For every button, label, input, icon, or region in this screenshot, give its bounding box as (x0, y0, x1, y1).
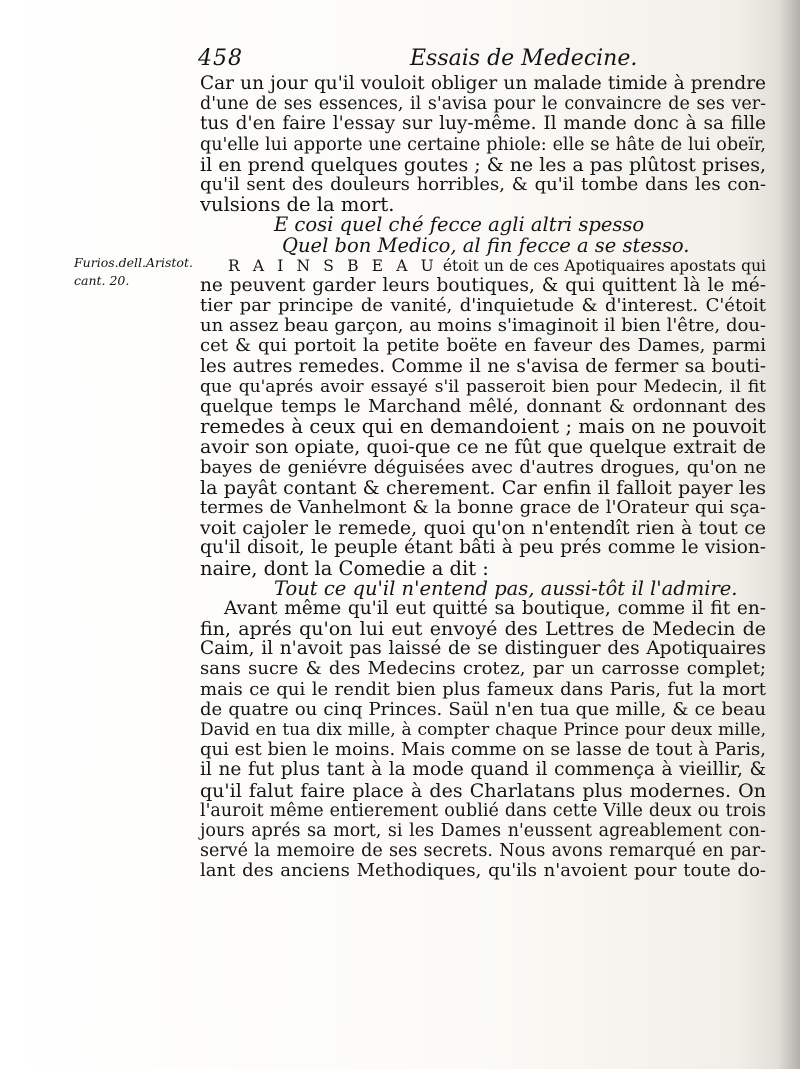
text-line: que qu'aprés avoir essayé s'il passeroit bien pour Medecin, il fit (200, 376, 766, 397)
text-line: d'une de ses essences, il s'avisa pour le convaincre de ses ver- (200, 94, 766, 115)
text-line: qu'elle lui apporte une certaine phiole: elle se hâte de lui obeïr, (200, 134, 766, 155)
text-line: il en prend quelques goutes ; & ne les a pas plûtost prises, (200, 153, 767, 176)
page-number: 458 (198, 46, 243, 71)
text-line: vulsions de la mort. (200, 193, 395, 217)
text-line: sans sucre & des Medecins crotez, par un carrosse complet; (200, 658, 766, 680)
running-title: Essais de Medecine. (410, 46, 638, 71)
text-line: ne peuvent garder leurs boutiques, & qui quittent là le mé- (200, 274, 766, 296)
text-line: remedes à ceux qui en demandoient ; mais on ne pouvoit (200, 415, 766, 439)
verse-line: Tout ce qu'il n'entend pas, aussi-tôt il l'admire. (274, 576, 738, 600)
text-line: servé la memoire de ses secrets. Nous avons remarqué en par- (200, 841, 766, 862)
text-line: tus d'en faire l'essay sur luy-même. Il mande donc à sa fille (200, 113, 766, 135)
body-text (200, 74, 766, 882)
text-line: naire, dont la Comedie a dit : (200, 556, 489, 580)
margin-note-line: cant. 20. (74, 273, 130, 288)
text-line (200, 256, 766, 276)
text-line: les autres remedes. Comme il ne s'avisa de fermer sa bouti- (200, 355, 766, 377)
text-line: tier par principe de vanité, d'inquietude & d'interest. C'étoit (200, 295, 766, 317)
text-line: termes de Vanhelmont & la bonne grace de l'Orateur qui sça- (200, 496, 766, 518)
text-line: Caim, il n'avoit pas laissé de se distinguer des Apotiquaires (200, 638, 766, 660)
text-line: mais ce qui le rendit bien plus fameux dans Paris, fut la mort (200, 678, 766, 700)
text-line: la payât contant & cherement. Car enfin il falloit payer les (200, 476, 766, 499)
margin-note (74, 254, 204, 290)
text-line: de quatre ou cinq Princes. Saül n'en tua que mille, & ce beau (200, 698, 766, 720)
text-line: fin, aprés qu'on lui eut envoyé des Lettres de Medecin de (200, 618, 766, 641)
verse-line: E cosi quel ché fecce agli altri spesso (274, 213, 645, 237)
text-line: cet & qui portoit la petite boëte en faveur des Dames, parmi (200, 335, 766, 357)
text-line: qui est bien le moins. Mais comme on se lasse de tout à Paris, (200, 739, 766, 761)
text-line: voit cajoler le remede, quoi qu'on n'entendît rien à tout ce (200, 517, 766, 540)
text-line: qu'il sent des douleurs horribles, & qu'il tombe dans les con- (200, 173, 766, 195)
text-line: un assez beau garçon, au moins s'imaginoit il bien l'être, dou- (200, 315, 766, 337)
text-line: l'auroit même entierement oublié dans cette Ville deux ou trois (200, 800, 766, 821)
text-line: lant des anciens Methodiques, qu'ils n'avoient pour toute do- (200, 860, 766, 882)
text-line: quelque temps le Marchand mêlé, donnant & ordonnant des (200, 396, 766, 417)
text-fragment: étoit un de ces Apotiquaires apostats qui (437, 256, 767, 275)
text-line: avoir son opiate, quoi-que ce ne fût que quelque extrait de (200, 436, 766, 459)
page-edge-shadow (778, 0, 800, 1069)
paragraph-lead-name: R A I N S B E A U (228, 256, 438, 275)
text-line: qu'il disoit, le peuple étant bâti à peu prés comme le vision- (200, 537, 766, 559)
text-line: qu'il falut faire place à des Charlatans plus modernes. On (200, 779, 766, 802)
text-line: David en tua dix mille, à compter chaque Prince pour deux mille, (200, 720, 766, 740)
verse-line: Quel bon Medico, al fin fecce a se stesso. (282, 233, 690, 257)
text-line: bayes de geniévre déguisées avec d'autres drogues, qu'on ne (200, 456, 766, 478)
text-line: il ne fut plus tant à la mode quand il commença à vieillir, & (200, 759, 766, 781)
text-line: jours aprés sa mort, si les Dames n'eussent agreablement con- (200, 820, 766, 841)
text-line: Avant même qu'il eut quitté sa boutique, comme il fit en- (224, 597, 766, 619)
margin-note-line: Furios.dell.Aristot. (74, 255, 193, 270)
text-line: Car un jour qu'il vouloit obliger un malade timide à prendre (200, 73, 766, 94)
